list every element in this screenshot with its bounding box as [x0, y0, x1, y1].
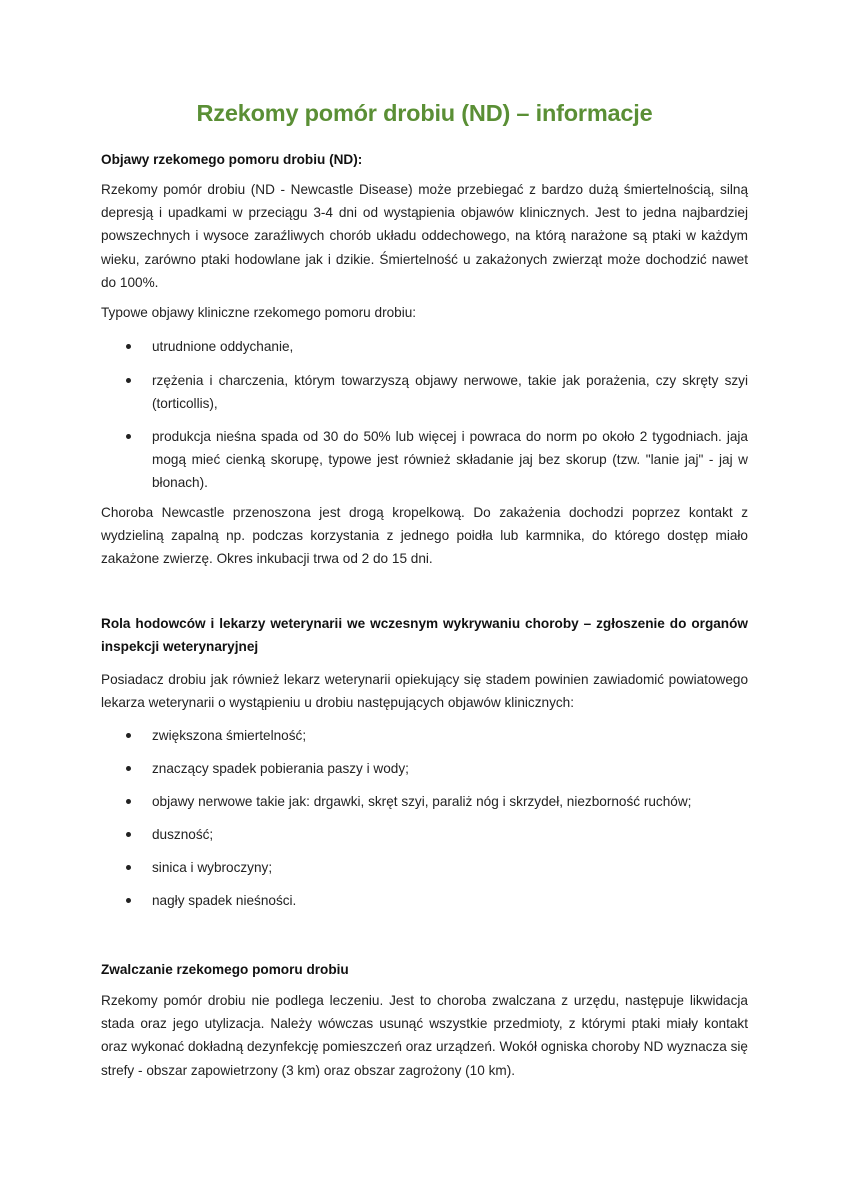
list-item-text: produkcja nieśna spada od 30 do 50% lub więcej i powraca do norm po około 2 tygodniach. jaja mogą mieć cienką skorupę, typowe jest również składanie jaj bez skorup (tzw. "lanie jaj" - jaj w błonach).	[152, 429, 748, 491]
bullet-icon	[126, 344, 131, 349]
bullet-icon	[126, 434, 131, 439]
paragraph: Posiadacz drobiu jak również lekarz weterynarii opiekujący się stadem powinien zawiadomić powiatowego lekarza weterynarii o wystąpieniu u drobiu następujących objawów klinicznych:	[101, 672, 748, 711]
paragraph: Rzekomy pomór drobiu (ND - Newcastle Disease) może przebiegać z bardzo dużą śmiertelnością, silną depresją i upadkami w przeciągu 3-4 dni od wystąpienia objawów klinicznych. Jest to jedna najbardziej powszechnych i wysoce zaraźliwych chorób układu oddechowego, na którą narażone są ptaki w każdym wieku, zarówno ptaki hodowlane jak i dzikie. Śmiertelność u zakażonych zwierząt może dochodzić nawet do 100%.	[101, 182, 748, 290]
symptoms-list	[101, 335, 748, 358]
bullet-icon	[126, 766, 131, 771]
paragraph: Choroba Newcastle przenoszona jest drogą kropelkową. Do zakażenia dochodzi poprzez kontakt z wydzieliną zapalną np. podczas korzystania z jednego poidła lub karmnika, do którego dostęp miało zakażone zwierzę. Okres inkubacji trwa od 2 do 15 dni.	[101, 505, 748, 567]
section-reporting-intro	[101, 668, 748, 714]
list-item	[101, 757, 748, 780]
section-control	[101, 958, 748, 981]
list-item-text: objawy nerwowe takie jak: drgawki, skręt szyi, paraliż nóg i skrzydeł, niezborność ruchów;	[152, 794, 692, 809]
list-item	[101, 856, 748, 879]
section-control-intro	[101, 989, 748, 1082]
bullet-icon	[126, 865, 131, 870]
section-symptoms-outro	[101, 501, 748, 571]
list-item	[101, 823, 748, 846]
section-heading: Objawy rzekomego pomoru drobiu (ND):	[101, 152, 363, 167]
list-item-text: znaczący spadek pobierania paszy i wody;	[152, 761, 409, 776]
list-item	[101, 369, 748, 415]
paragraph: Rzekomy pomór drobiu nie podlega leczeniu. Jest to choroba zwalczana z urzędu, następuje likwidacja stada oraz jego utylizacja. Należy wówczas usunąć wszystkie przedmioty, z którymi ptaki miały kontakt oraz wykonać dokładną dezynfekcję pomieszczeń oraz urządzeń. Wokół ogniska choroby ND wyznacza się strefy - obszar zapowietrzony (3 km) oraz obszar zagrożony (10 km).	[101, 993, 748, 1078]
list-item-text: nagły spadek nieśności.	[152, 893, 297, 908]
symptoms-list	[101, 425, 748, 495]
reporting-list	[101, 790, 748, 813]
list-item-text: sinica i wybroczyny;	[152, 860, 273, 875]
reporting-list	[101, 889, 748, 912]
list-item	[101, 724, 748, 747]
document-title: Rzekomy pomór drobiu (ND) – informacje	[196, 100, 653, 126]
list-item-text: rzężenia i charczenia, którym towarzyszą objawy nerwowe, takie jak porażenia, czy skręty szyi (torticollis),	[152, 373, 748, 412]
section-symptoms-list-intro	[101, 301, 748, 324]
reporting-list	[101, 724, 748, 747]
bullet-icon	[126, 733, 131, 738]
list-item	[101, 889, 748, 912]
list-item	[101, 790, 748, 813]
reporting-list	[101, 757, 748, 780]
list-item	[101, 335, 748, 358]
reporting-list	[101, 823, 748, 846]
section-heading: Zwalczanie rzekomego pomoru drobiu	[101, 962, 349, 977]
section-heading: Rola hodowców i lekarzy weterynarii we wczesnym wykrywaniu choroby – zgłoszenie do organów inspekcji weterynaryjnej	[101, 616, 748, 654]
list-item	[101, 425, 748, 495]
list-item-text: duszność;	[152, 827, 214, 842]
section-symptoms-intro	[101, 178, 748, 294]
section-reporting	[101, 612, 748, 658]
reporting-list	[101, 856, 748, 879]
bullet-icon	[126, 378, 131, 383]
bullet-icon	[126, 898, 131, 903]
paragraph: Typowe objawy kliniczne rzekomego pomoru drobiu:	[101, 305, 417, 320]
bullet-icon	[126, 799, 131, 804]
bullet-icon	[126, 832, 131, 837]
list-item-text: utrudnione oddychanie,	[152, 339, 294, 354]
section-symptoms	[101, 148, 748, 171]
symptoms-list	[101, 369, 748, 415]
list-item-text: zwiększona śmiertelność;	[152, 728, 307, 743]
